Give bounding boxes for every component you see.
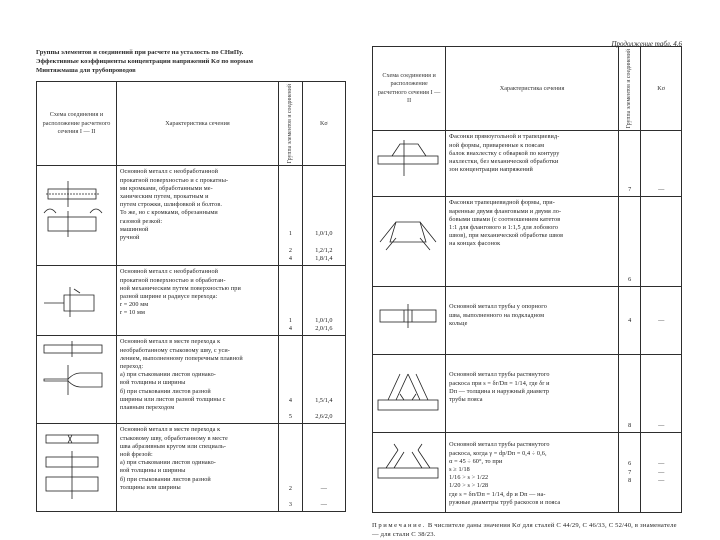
text-line: r = 200 мм: [119, 301, 149, 309]
text-line: шва, выполненного на подкладном: [449, 311, 545, 319]
scheme-diagram: [373, 433, 446, 513]
text-line: стыковому шву, обработанному в месте: [119, 434, 228, 442]
text-line: шва абразивным кругом или специаль-: [119, 442, 227, 450]
section-characteristic: [116, 266, 278, 336]
fatigue-groups-table-continued: [372, 46, 682, 513]
scheme-diagram: [373, 287, 446, 355]
text-line: 1/16 > s > 1/22: [449, 474, 489, 482]
text-line: трубы пояса: [449, 395, 483, 403]
scheme-diagram: [373, 355, 446, 433]
text-line: Dп — толщина и наружный диаметр: [449, 387, 550, 395]
table-row: [373, 287, 682, 355]
table-row: [37, 266, 346, 336]
pipe-k-joint-diagram-icon: [374, 434, 442, 508]
text-line: швов), при механической обработке швов: [449, 232, 564, 240]
butt-weld-diagram-icon: [38, 337, 108, 419]
note-text: В числителе даны значения Kσ для сталей С 44/29, С 46/33, С 52/40, в знаменателе — для стали С 38/23.: [372, 522, 677, 539]
header-characteristic: Характеристика сечения: [116, 82, 278, 166]
text-line: лением, выполненному поперечным плавной: [119, 354, 243, 362]
text-line: ханическим путем, прокатным и: [119, 192, 209, 200]
right-page: [372, 0, 682, 539]
text-line: б) при стыковании листов разной: [119, 387, 211, 395]
k-value: — —: [302, 424, 345, 512]
section-characteristic: [116, 336, 278, 424]
table-row: [373, 355, 682, 433]
text-line: Фасонки трапециевидной формы, при-: [449, 199, 555, 207]
section-characteristic: [446, 197, 619, 287]
text-line: ми кромками, обработанными ме-: [119, 184, 213, 192]
table-row: [373, 197, 682, 287]
section-characteristic: [446, 287, 619, 355]
text-line: балок внахлестку с обваркой по контуру: [449, 149, 560, 157]
header-group-text: Группа элементов и соединений: [626, 49, 633, 129]
table-note: [372, 521, 682, 539]
text-line: путем строжки, шлифовкой и болтов.: [119, 201, 223, 209]
scheme-diagram: [37, 266, 117, 336]
table-row: [37, 166, 346, 266]
k-value: —: [641, 355, 682, 433]
text-line: Основной металл трубы растянутого: [449, 441, 550, 449]
pipe-brace-diagram-icon: [374, 356, 442, 428]
k-value: — — —: [641, 433, 682, 513]
text-line: переход:: [119, 362, 144, 370]
text-line: зон концентрации напряжений: [449, 166, 533, 174]
text-line: а) при стыковании листов одинако-: [119, 371, 216, 379]
group-value: 4: [618, 287, 640, 355]
text-line: s ≥ 1/18: [449, 465, 470, 473]
k-value: 1,5/1,4 2,6/2,0: [302, 336, 345, 424]
section-characteristic: [116, 424, 278, 512]
header-row: [37, 82, 346, 166]
text-line: Основной металл в месте перехода к: [119, 338, 221, 346]
plate-diagram-icon: [38, 167, 108, 263]
text-line: ной формы, приваренные к поясам: [449, 141, 545, 149]
pipe-ring-diagram-icon: [374, 288, 442, 350]
text-line: ной фрезой:: [119, 450, 153, 458]
group-value: 6 7 8: [618, 433, 640, 513]
gusset-lap-diagram-icon: [374, 132, 442, 192]
section-characteristic: [116, 166, 278, 266]
k-value: —: [641, 287, 682, 355]
text-line: Основной металл с необработанной: [119, 268, 219, 276]
group-value: 4 5: [279, 336, 303, 424]
table-row: [37, 336, 346, 424]
k-value: 1,0/1,0 2,0/1,6: [302, 266, 345, 336]
header-characteristic: Характеристика сечения: [446, 47, 619, 131]
header-k: Kσ: [302, 82, 345, 166]
text-line: r = 10 мм: [119, 309, 146, 317]
header-row: [373, 47, 682, 131]
header-scheme: Схема соединения и расположение расчетного сечения I — II: [373, 47, 446, 131]
text-line: Основной металл с необработанной: [119, 168, 219, 176]
text-line: варенные двумя фланговыми и двумя ло-: [449, 207, 562, 215]
title-line: Эффективные коэффициенты концентрации напряжений Kσ по нормам: [36, 58, 254, 65]
group-value: 7: [618, 131, 640, 197]
scheme-diagram: [37, 424, 117, 512]
title-line: Группы элементов и соединений при расчете на усталость по СНиПу.: [36, 49, 244, 56]
fatigue-groups-table: [36, 81, 346, 512]
table-row: [373, 131, 682, 197]
text-line: нахлестки, без механической обработки: [449, 157, 559, 165]
text-line: 1/20 > s > 1/28: [449, 482, 489, 490]
group-value: 6: [618, 197, 640, 287]
header-group-text: Группа элементов и соединений: [287, 84, 294, 164]
k-value: [641, 197, 682, 287]
scheme-diagram: [373, 197, 446, 287]
text-line: плавным переходом: [119, 403, 175, 411]
text-line: раскоса, когда γ = dp/Dп = 0,4 ÷ 0,6,: [449, 449, 547, 457]
table-title: [36, 0, 336, 75]
table-row: [37, 424, 346, 512]
step-plate-diagram-icon: [38, 267, 108, 331]
text-line: 1:1 для флангового и 1:1,5 для лобового: [449, 223, 559, 231]
group-value: 2 3: [279, 424, 303, 512]
text-line: бовыми швами (с соотношением катетов: [449, 215, 561, 223]
text-line: прокатной поверхностью и обработан-: [119, 276, 226, 284]
header-group: [618, 47, 640, 131]
text-line: Основной металл трубы растянутого: [449, 371, 550, 379]
section-characteristic: [446, 131, 619, 197]
trapezoid-gusset-diagram-icon: [374, 198, 442, 282]
scheme-diagram: [37, 166, 117, 266]
text-line: вой толщины и ширины: [119, 467, 186, 475]
group-value: 8: [618, 355, 640, 433]
header-k: Kσ: [641, 47, 682, 131]
text-line: а) при стыковании листов одинако-: [119, 459, 216, 467]
text-line: на концах фасонок: [449, 240, 501, 248]
left-page: [36, 0, 346, 510]
header-group: [279, 82, 303, 166]
section-characteristic: [446, 355, 619, 433]
text-line: разной ширине и радиусе перехода:: [119, 292, 218, 300]
group-value: 1 2 4: [279, 166, 303, 266]
text-line: вой толщины и ширины: [119, 379, 186, 387]
note-lead: Примечание.: [372, 522, 426, 530]
header-scheme: Схема соединения и расположение расчетного сечения I — II: [37, 82, 117, 166]
text-line: α = 45 ÷ 60°, то при: [449, 457, 503, 465]
k-value: —: [641, 131, 682, 197]
ground-weld-diagram-icon: [38, 425, 108, 509]
text-line: прокатной поверхностью и с прокатны-: [119, 176, 229, 184]
text-line: б) при стыковании листов разной: [119, 475, 211, 483]
scheme-diagram: [37, 336, 117, 424]
text-line: ной механическим путем поверхностью при: [119, 284, 241, 292]
text-line: газовой резкой:: [119, 217, 163, 225]
section-characteristic: [446, 433, 619, 513]
text-line: То же, но с кромками, обрезанными: [119, 209, 218, 217]
group-value: 1 4: [279, 266, 303, 336]
text-line: ширины или листов разной толщины с: [119, 395, 226, 403]
text-line: Основной металл в месте перехода к: [119, 426, 221, 434]
scheme-diagram: [373, 131, 446, 197]
text-line: ручной: [119, 233, 140, 241]
k-value: 1,0/1,0 1,2/1,2 1,8/1,4: [302, 166, 345, 266]
text-line: Основной металл трубы у опорного: [449, 303, 547, 311]
text-line: машинной: [119, 225, 149, 233]
text-line: кольце: [449, 319, 468, 327]
text-line: необработанному стыковому шву, с уси-: [119, 346, 230, 354]
text-line: раскоса при s = δr/Dп = 1/14, где δr и: [449, 379, 550, 387]
continuation-label: Продолжение табл. 4.6: [611, 40, 682, 48]
text-line: толщины или ширины: [119, 483, 181, 491]
text-line: Фасонки прямоугольной и трапециевид-: [449, 133, 560, 141]
table-row: [373, 433, 682, 513]
text-line: где s = δп/Dп = 1/14, dp и Dп — на-: [449, 490, 546, 498]
text-line: ружные диаметры труб раскосов и пояса: [449, 498, 561, 506]
title-line: Минтяжмаша для трубопроводов: [36, 67, 136, 74]
